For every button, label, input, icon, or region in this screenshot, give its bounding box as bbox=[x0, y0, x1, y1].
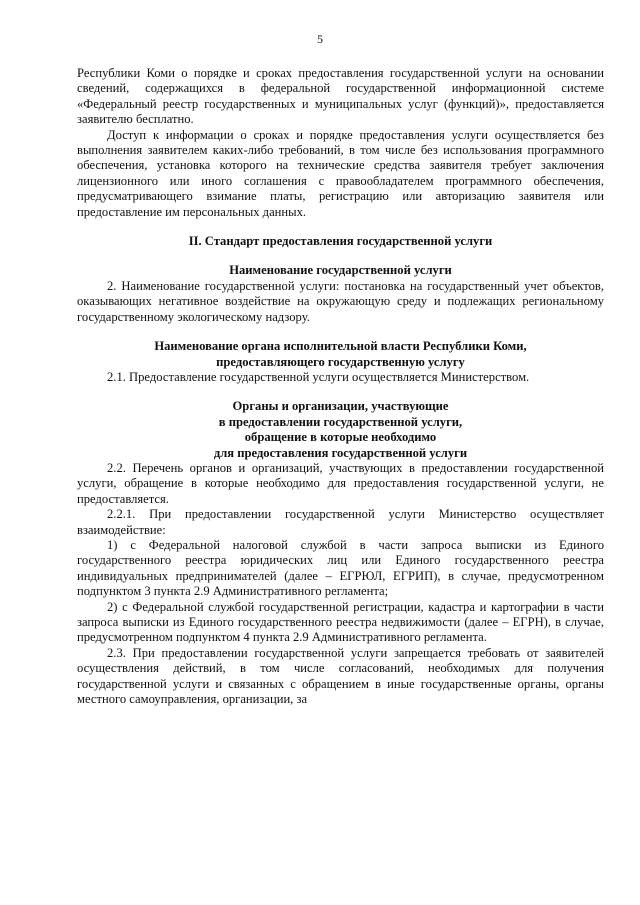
paragraph-2-2-1: 2.2.1. При предоставлении государственной услуги Министерство осуществляет взаимодействие: bbox=[77, 507, 604, 537]
paragraph-2-2: 2.2. Перечень органов и организаций, участвующих в предоставлении государственной услуги, обращение в которые необходимо для предоставления государственной услуги, не предоставляется. bbox=[77, 460, 604, 506]
paragraph-free-of-charge: Республики Коми о порядке и сроках предоставления государственной услуги на основании сведений, содержащихся в федеральной государственной информационной системе «Федеральный реестр государственных и муниципальных услуг (функций)», предоставляется заявителю бесплатно. bbox=[77, 66, 604, 127]
subheading-authority-line-1: Наименование органа исполнительной власти Республики Коми, bbox=[154, 339, 527, 354]
paragraph-authority: 2.1. Предоставление государственной услуги осуществляется Министерством. bbox=[107, 369, 530, 384]
subheading-organizations-line-2: в предоставлении государственной услуги, bbox=[218, 414, 463, 429]
page-number: 5 bbox=[317, 32, 323, 46]
subheading-organizations-line-3: обращение в которые необходимо bbox=[244, 430, 437, 445]
section-heading: II. Стандарт предоставления государственной услуги bbox=[188, 234, 493, 249]
subheading-service-name: Наименование государственной услуги bbox=[229, 263, 452, 278]
subheading-organizations-line-4: для предоставления государственной услуги bbox=[213, 445, 468, 460]
paragraph-item-2: 2) с Федеральной службой государственной регистрации, кадастра и картографии в части запроса выписки из Единого государственного реестра недвижимости (далее – ЕГРН), в случае, предусмотренном подпунктом 4 пункта 2.9 Административного регламента. bbox=[77, 599, 604, 645]
paragraph-service-name: 2. Наименование государственной услуги: постановка на государственный учет объектов, оказывающих негативное воздействие на окружающую среду и подлежащих региональному государственному экологическому надзору. bbox=[77, 278, 604, 324]
subheading-authority-line-2: предоставляющего государственную услугу bbox=[216, 354, 465, 369]
subheading-organizations-line-1: Органы и организации, участвующие bbox=[232, 399, 449, 414]
paragraph-item-1: 1) с Федеральной налоговой службой в части запроса выписки из Единого государственного реестра юридических лиц или Единого государственного реестра индивидуальных предпринимателей (далее – ЕГРЮЛ, ЕГРИП), в случае, предусмотренном подпунктом 3 пункта 2.9 Административного регламента; bbox=[77, 537, 604, 599]
document-body bbox=[77, 66, 604, 707]
paragraph-access-info: Доступ к информации о сроках и порядке предоставления услуги осуществляется без выполнения заявителем каких-либо требований, в том числе без использования программного обеспечения, установка которого на технические средства заявителя требует заключения лицензионного или иного соглашения с правообладателем программного обеспечения, предусматривающего взимание платы, регистрацию или авторизацию заявителя или предоставление им персональных данных. bbox=[77, 127, 604, 219]
paragraph-2-3: 2.3. При предоставлении государственной услуги запрещается требовать от заявителей осуществления действий, в том числе согласований, необходимых для получения государственной услуги и связанных с обращением в иные государственные органы, органы местного самоуправления, организации, за bbox=[77, 645, 604, 707]
